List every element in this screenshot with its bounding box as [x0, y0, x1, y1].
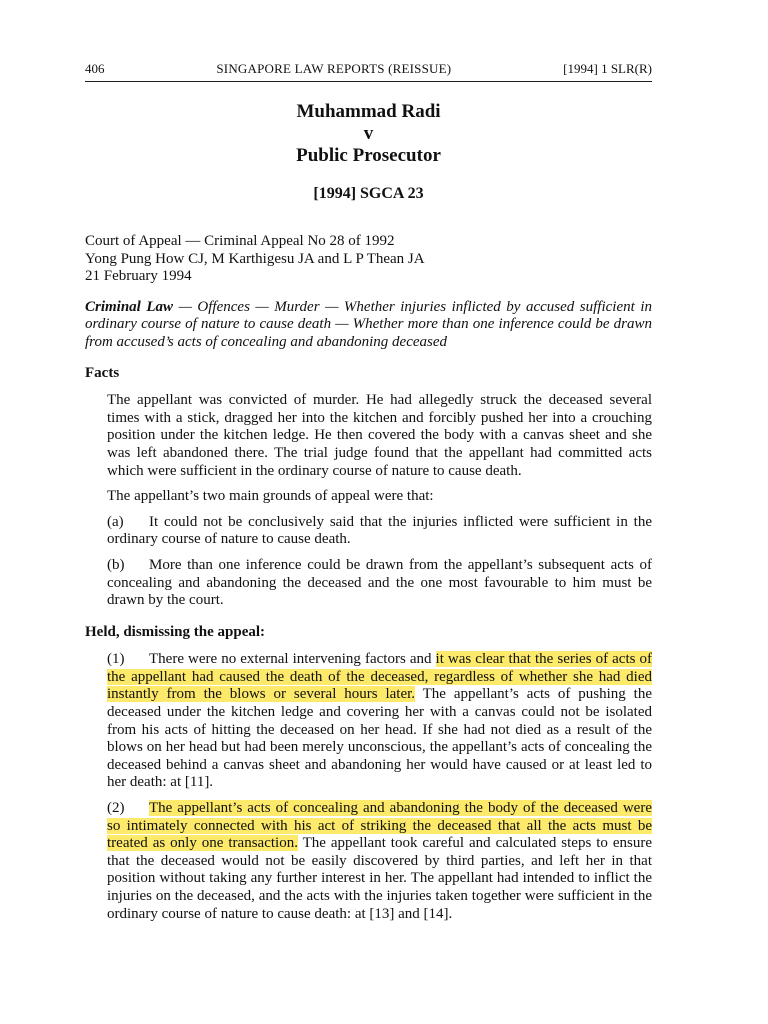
report-body [85, 233, 652, 923]
case-party-appellant: Muhammad Radi [296, 101, 441, 122]
held-item-2-post: The appellant took careful and calculated steps to ensure that the deceased would not be easily discovered by third parties, and left her in that position without taking any further interest in her. The appellant had intended to inflict the injuries on the deceased, and the acts with the injuries taken together were sufficient in the ordinary course of nature to cause death: at [13] and [14]. [107, 835, 652, 922]
ground-a-label: (a) [107, 513, 124, 530]
case-party-respondent: Public Prosecutor [296, 145, 441, 166]
held-item-2 [107, 800, 652, 923]
neutral-citation: [1994] SGCA 23 [313, 185, 424, 202]
catchwords-text: — Offences — Murder — Whether injuries inflicted by accused sufficient in ordinary course of nature to cause death — Whether more than one inference could be drawn from accused’s acts of concealing and abandoning deceased [85, 298, 652, 350]
ground-b [107, 557, 652, 610]
held-item-2-label: (2) [107, 800, 125, 817]
held-item-2-highlight: The appellant’s acts of concealing and abandoning the body of the deceased were so intimately connected with his act of striking the deceased that all the acts must be treated as only one transaction. [107, 800, 652, 852]
facts-paragraph: The appellant was convicted of murder. He had allegedly struck the deceased several times with a stick, dragged her into the kitchen and forcibly pushed her into a crouching position under the kitchen ledge. He then covered the body with a canvas sheet and she was left abandoned there. The trial judge found that the appellant had committed acts which were sufficient in the ordinary course of nature to cause death. [107, 392, 652, 479]
catchwords-area: Criminal Law [85, 298, 174, 315]
grounds-intro: The appellant’s two main grounds of appeal were that: [107, 488, 434, 505]
publication-title: SINGAPORE LAW REPORTS (REISSUE) [216, 61, 452, 76]
ground-a [107, 514, 652, 549]
ground-b-text: More than one inference could be drawn from the appellant’s subsequent acts of concealing and abandoning the deceased and the one most favourable to him must be drawn by the court. [107, 556, 652, 609]
report-citation: [1994] 1 SLR(R) [563, 61, 652, 76]
page-number: 406 [85, 61, 105, 76]
court-line: Court of Appeal — Criminal Appeal No 28 of 1992 [85, 233, 395, 249]
case-versus: v [363, 123, 374, 144]
facts-heading: Facts [85, 364, 120, 381]
held-item-1-pre: There were no external intervening factors and [149, 651, 436, 668]
judges-line: Yong Pung How CJ, M Karthigesu JA and L P Thean JA [85, 250, 425, 267]
held-heading: Held, dismissing the appeal: [85, 623, 266, 640]
held-item-1 [107, 651, 652, 792]
held-item-1-label: (1) [107, 651, 125, 668]
ground-b-label: (b) [107, 556, 125, 573]
held-item-1-post: The appellant’s acts of pushing the deceased under the kitchen ledge and covering her with a canvas could not be isolated from his acts of hitting the deceased on her head. If she had not died as a result of the blows on her head but had been merely unconscious, the appellant’s acts of concealing the deceased behind a canvas sheet and abandoning her would have caused or at least led to her death: at [11]. [107, 686, 652, 791]
decision-date: 21 February 1994 [85, 268, 192, 285]
ground-a-text: It could not be conclusively said that the injuries inflicted were sufficient in the ordinary course of nature to cause death. [107, 513, 652, 548]
running-header [85, 61, 652, 82]
catchwords [85, 299, 652, 352]
case-title-block [85, 101, 652, 203]
held-item-1-highlight: it was clear that the series of acts of the appellant had caused the death of the deceased, regardless of whether she had died instantly from the blows or several hours later. [107, 651, 652, 703]
